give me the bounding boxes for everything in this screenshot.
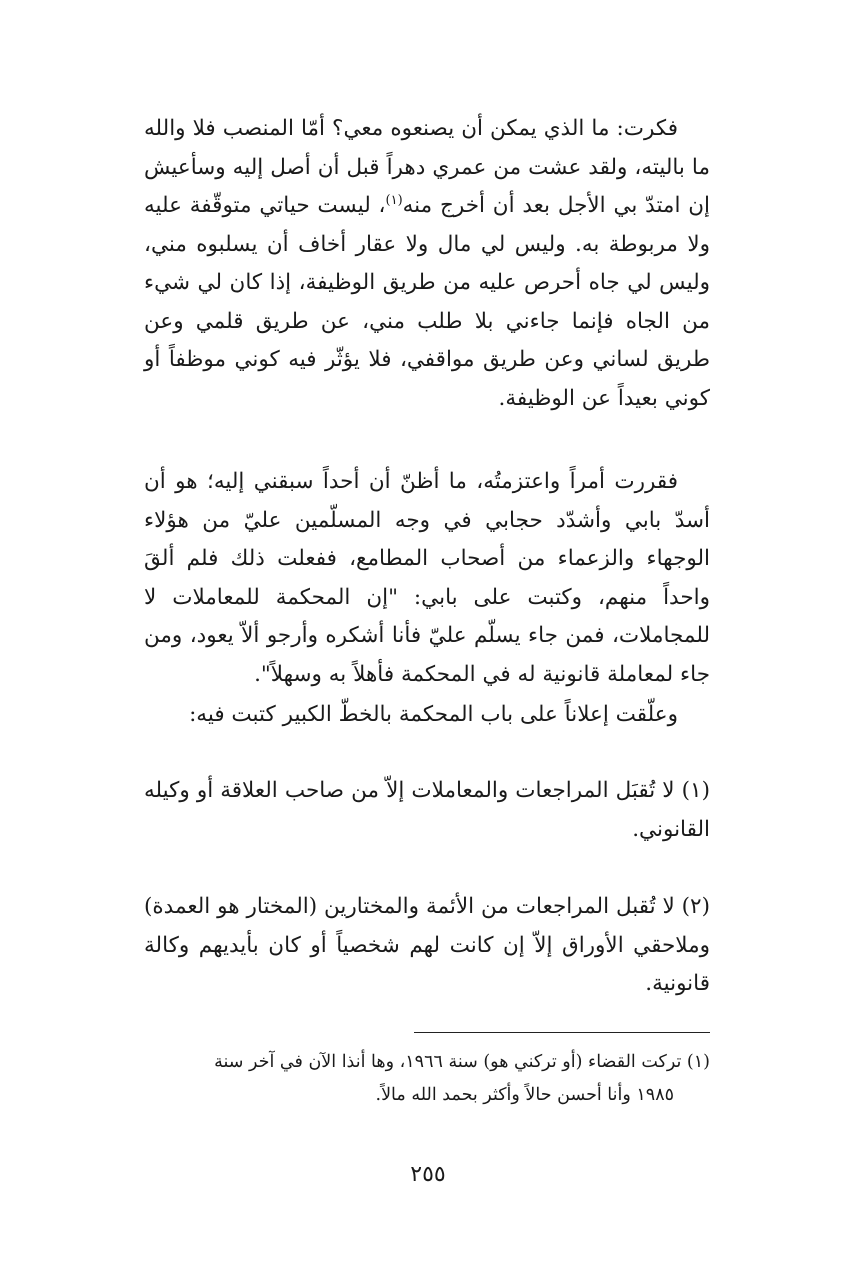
paragraph-2-text: فقررت أمراً واعتزمتُه، ما أظنّ أن أحداً سبقني إليه؛ هو أن أسدّ بابي وأشدّد حجابي في وجه المسلّمين عليّ من هؤلاء الوجهاء والزعماء من أصحاب المطامع، ففعلت ذلك فلم ألقَ واحداً منهم، وكتبت على بابي: "إن المحكمة للمعاملات لا للمجاملات، فمن جاء يسلّم عليّ فأنا أشكره وأرجو ألاّ يعود، ومن جاء لمعاملة قانونية له في المحكمة فأهلاً به وسهلاً". — [144, 469, 710, 687]
notice-item-2 — [144, 888, 710, 1004]
page-number: ٢٥٥ — [410, 1162, 446, 1187]
notice-item-1 — [144, 772, 710, 849]
paragraph-3-text: وعلّقت إعلاناً على باب المحكمة بالخطّ الكبير كتبت فيه: — [189, 702, 678, 727]
paragraph-1-text-start: فكرت: ما الذي يمكن أن يصنعوه معي؟ أمّا المنصب فلا والله ما باليته، ولقد عشت من عمري دهراً قبل أن أصل إليه وسأعيش إن امتدّ بي الأجل بعد أن أخرج منه — [144, 116, 710, 218]
paragraph-1 — [144, 110, 710, 418]
footnote-reference: (١) — [385, 192, 403, 208]
paragraph-3 — [144, 696, 710, 735]
notice-item-2-text: (٢) لا تُقبل المراجعات من الأئمة والمختارين (المختار هو العمدة) وملاحقي الأوراق إلاّ إن كانت لهم شخصياً أو كان بأيديهم وكالة قانونية. — [144, 894, 710, 996]
footnote-line-2: ١٩٨٥ وأنا أحسن حالاً وأكثر بحمد الله مالاً. — [375, 1085, 674, 1105]
footnote — [144, 1046, 710, 1112]
paragraph-1-text-end: ، ليست حياتي متوقّفة عليه ولا مربوطة به. وليس لي مال ولا عقار أخاف أن يسلبوه مني، وليس لي جاه أحرص عليه من طريق الوظيفة، إذا كان لي شيء من الجاه فإنما جاءني بلا طلب مني، عن طريق قلمي وعن طريق لساني وعن طريق مواقفي، فلا يؤثّر فيه كوني موظفاً أو كوني بعيداً عن الوظيفة. — [144, 193, 710, 411]
footnote-line-1: (١) تركت القضاء (أو تركني هو) سنة ١٩٦٦، وها أنذا الآن في آخر سنة — [214, 1052, 710, 1072]
footnote-divider — [414, 1032, 710, 1033]
notice-item-1-text: (١) لا تُقبَل المراجعات والمعاملات إلاّ من صاحب العلاقة أو وكيله القانوني. — [144, 778, 710, 842]
paragraph-2 — [144, 463, 710, 694]
